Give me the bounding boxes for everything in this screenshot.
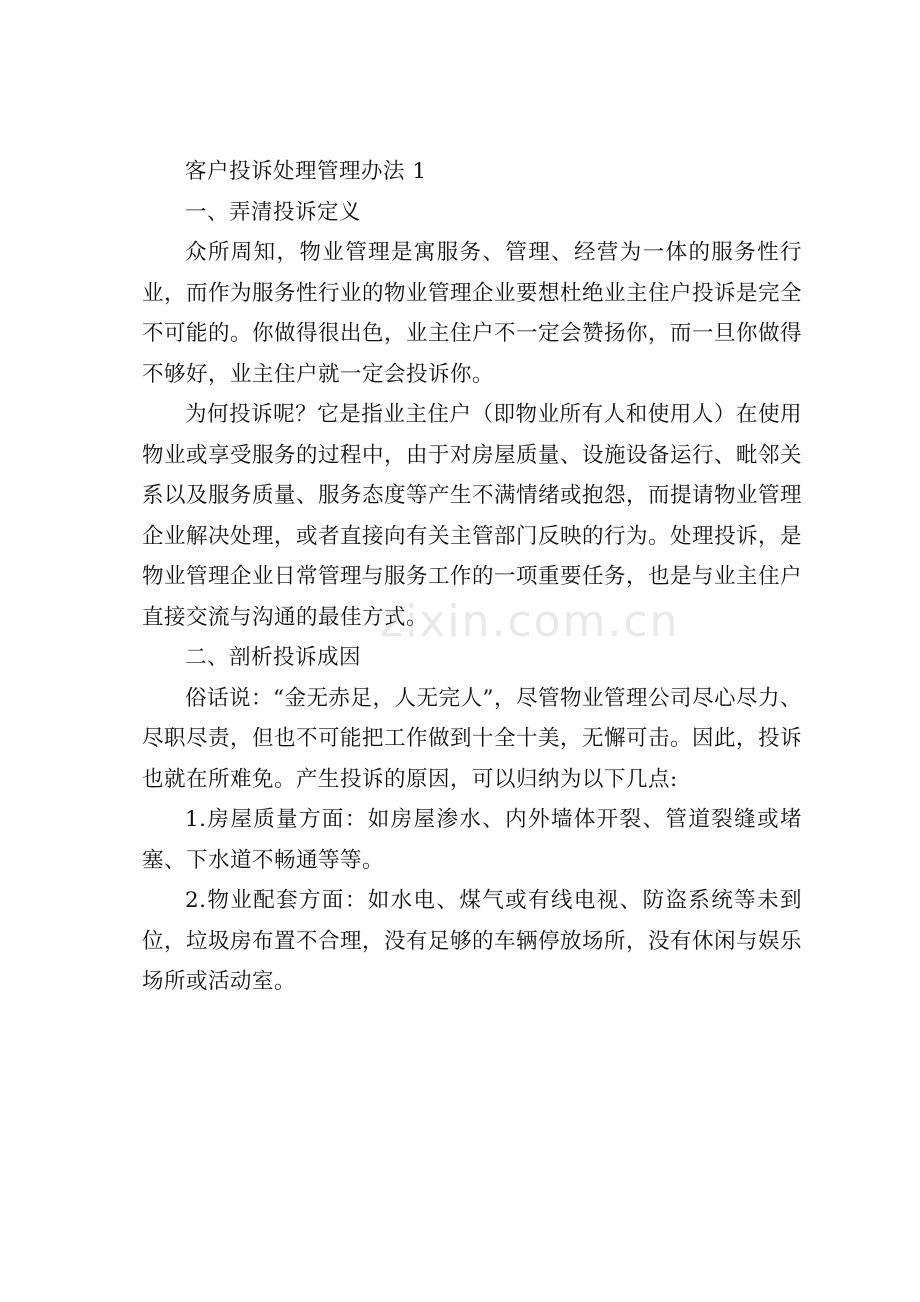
section-heading-2: 二、剖析投诉成因 [185,645,362,670]
list-item-2: 2.物业配套方面：如水电、煤气或有线电视、防盗系统等未到位，垃圾房布置不合理，没有足够的车辆停放场所，没有休闲与娱乐场所或活动室。 [142,888,803,994]
list-item-1: 1.房屋质量方面：如房屋渗水、内外墙体开裂、管道裂缝或堵塞、下水道不畅通等等。 [142,807,802,873]
document-body [142,152,802,1003]
document-title: 客户投诉处理管理办法 1 [185,159,427,184]
paragraph-3: 俗话说：“金无赤足，人无完人”，尽管物业管理公司尽心尽力、尽职尽责，但也不可能把工作做到十全十美，无懈可击。因此，投诉也就在所难免。产生投诉的原因，可以归纳为以下几点: [142,685,803,792]
paragraph-1: 众所周知，物业管理是寓服务、管理、经营为一体的服务性行业，而作为服务性行业的物业管理企业要想杜绝业主住户投诉是完全不可能的。你做得很出色，业主住户不一定会赞扬你，而一旦你做得不够好，业主住户就一定会投诉你。 [142,240,803,387]
section-heading-1: 一、弄清投诉定义 [185,199,362,225]
paragraph-2: 为何投诉呢？它是指业主住户（即物业所有人和使用人）在使用物业或享受服务的过程中，由于对房屋质量、设施设备运行、毗邻关系以及服务质量、服务态度等产生不满情绪或抱怨，而提请物业管理企业解决处理，或者直接向有关主管部门反映的行为。处理投诉，是物业管理企业日常管理与服务工作的一项重要任务，也是与业主住户直接交流与沟通的最佳方式。 [142,402,803,630]
watermark: zixin.com.cn [380,596,680,647]
